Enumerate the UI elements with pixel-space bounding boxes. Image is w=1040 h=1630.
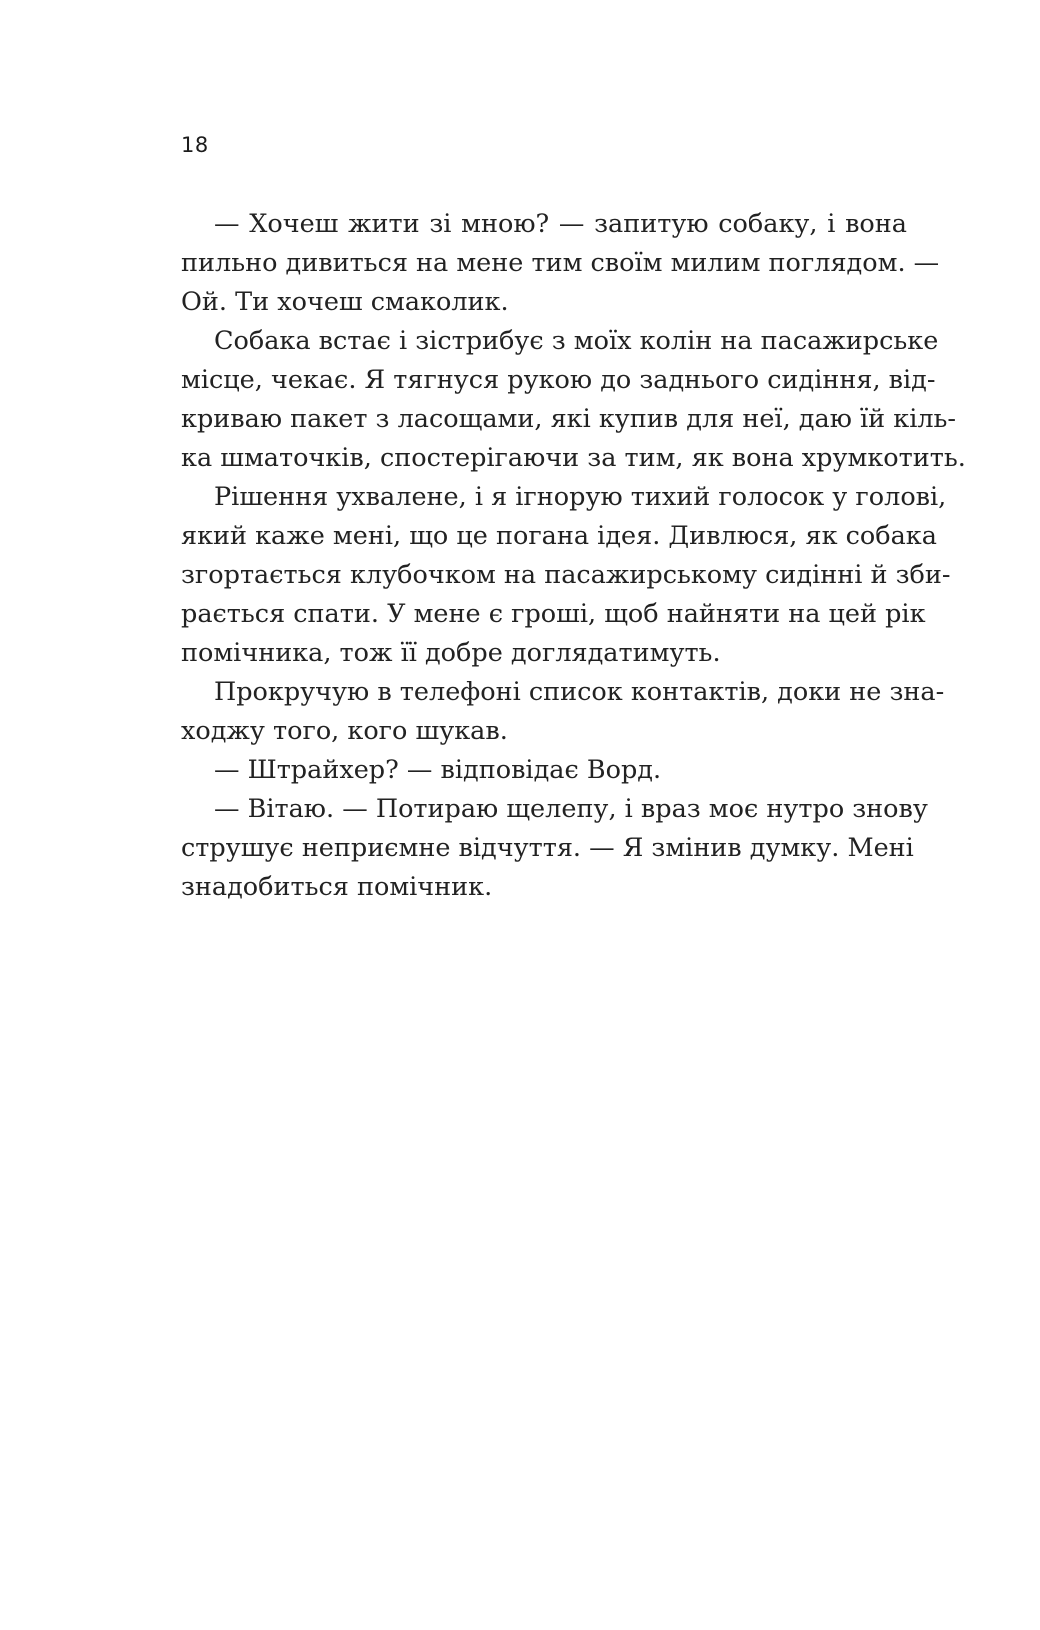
paragraph: [181, 322, 966, 478]
text-line: помічника, тож її добре доглядатимуть.: [181, 638, 721, 668]
text-line: Ой. Ти хочеш смаколик.: [181, 287, 509, 317]
text-line: Прокручую в телефоні список контактів, доки не зна-: [214, 677, 945, 707]
paragraph: [181, 790, 928, 907]
text-line: Рішення ухвалене, і я ігнорую тихий голосок у голові,: [214, 482, 947, 512]
paragraph: [181, 478, 951, 673]
text-line: знадобиться помічник.: [181, 872, 493, 902]
paragraph: [181, 205, 940, 322]
text-line: — Вітаю. — Потираю щелепу, і враз моє нутро знову: [214, 794, 928, 824]
text-line: криваю пакет з ласощами, які купив для неї, даю їй кіль-: [181, 404, 957, 434]
text-line: місце, чекає. Я тягнуся рукою до заднього сидіння, від-: [181, 365, 936, 395]
text-line: — Хочеш жити зі мною? — запитую собаку, і вона: [214, 209, 907, 239]
text-line: — Штрайхер? — відповідає Ворд.: [214, 755, 662, 785]
text-line: згортається клубочком на пасажирському сидінні й зби-: [181, 560, 951, 590]
text-line: рається спати. У мене є гроші, щоб найняти на цей рік: [181, 599, 926, 629]
text-line: ходжу того, кого шукав.: [181, 716, 508, 746]
text-line: ка шматочків, спостерігаючи за тим, як вона хрумкотить.: [181, 443, 966, 473]
text-line: пильно дивиться на мене тим своїм милим поглядом. —: [181, 248, 940, 278]
text-line: струшує неприємне відчуття. — Я змінив думку. Мені: [181, 833, 914, 863]
paragraph: [181, 751, 907, 790]
text-body: [181, 205, 966, 907]
page-number: 18: [181, 133, 209, 157]
text-line: який каже мені, що це погана ідея. Дивлюся, як собака: [181, 521, 937, 551]
text-line: Собака встає і зістрибує з моїх колін на пасажирське: [214, 326, 939, 356]
paragraph: [181, 673, 945, 751]
